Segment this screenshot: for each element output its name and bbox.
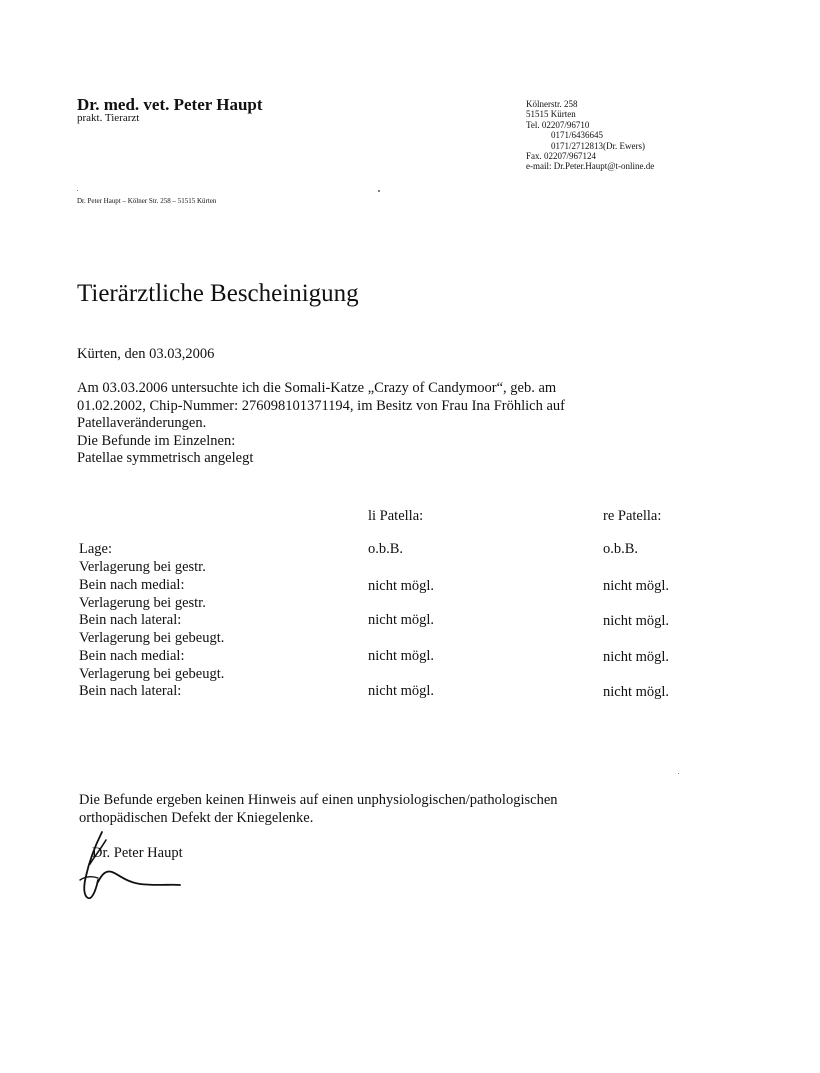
contact-mobile-1: 0171/6436645 bbox=[551, 130, 604, 141]
left-value: nicht mögl. bbox=[368, 578, 435, 594]
left-value: o.b.B. bbox=[368, 541, 404, 557]
contact-fax: Fax. 02207/967124 bbox=[526, 151, 597, 162]
header-right-patella: re Patella: bbox=[603, 508, 662, 524]
intro-line: Patellae symmetrisch angelegt bbox=[77, 450, 254, 466]
row-label: Bein nach lateral: bbox=[79, 683, 182, 699]
intro-line: Die Befunde im Einzelnen: bbox=[77, 432, 236, 449]
right-value: o.b.B. bbox=[603, 541, 639, 557]
left-value: nicht mögl. bbox=[368, 648, 435, 664]
signatory-name: Dr. Peter Haupt bbox=[92, 845, 183, 861]
vet-name: Dr. med. vet. Peter Haupt bbox=[77, 95, 263, 114]
conclusion-line: Die Befunde ergeben keinen Hinweis auf einen unphysiologischen/pathologischen bbox=[79, 792, 558, 808]
document-title: Tierärztliche Bescheinigung bbox=[77, 280, 359, 307]
row-label: Bein nach medial: bbox=[79, 577, 185, 593]
row-label: Verlagerung bei gebeugt. bbox=[79, 666, 225, 682]
intro-line: 01.02.2002, Chip-Nummer: 276098101371194, im Besitz von Frau Ina Fröhlich auf bbox=[77, 397, 565, 414]
scan-speck bbox=[378, 190, 380, 192]
right-value: nicht mögl. bbox=[603, 684, 670, 700]
row-label: Verlagerung bei gebeugt. bbox=[79, 630, 225, 646]
date-line: Kürten, den 03.03,2006 bbox=[77, 346, 215, 362]
scan-speck bbox=[678, 773, 679, 774]
left-value: nicht mögl. bbox=[368, 612, 435, 628]
contact-phone: Tel. 02207/96710 bbox=[526, 119, 590, 130]
contact-street: Kölnerstr. 258 bbox=[526, 99, 578, 109]
right-value: nicht mögl. bbox=[603, 613, 670, 629]
header-left-patella: li Patella: bbox=[368, 508, 424, 524]
contact-email: e-mail: Dr.Peter.Haupt@t-online.de bbox=[526, 161, 655, 172]
contact-block bbox=[526, 99, 654, 172]
row-label: Bein nach lateral: bbox=[79, 612, 182, 628]
conclusion-paragraph bbox=[79, 792, 558, 827]
sender-return-line: Dr. Peter Haupt – Kölner Str. 258 – 51515 Kürten bbox=[77, 197, 217, 205]
right-value: nicht mögl. bbox=[603, 578, 670, 594]
row-label: Verlagerung bei gestr. bbox=[79, 595, 206, 611]
scan-speck bbox=[77, 190, 78, 191]
row-label: Lage: bbox=[79, 541, 113, 557]
row-label: Bein nach medial: bbox=[79, 648, 185, 664]
intro-line: Am 03.03.2006 untersuchte ich die Somali-Katze „Crazy of Candymoor“, geb. am bbox=[77, 380, 557, 396]
right-value: nicht mögl. bbox=[603, 649, 670, 665]
intro-paragraph bbox=[77, 380, 565, 468]
left-value: nicht mögl. bbox=[368, 683, 435, 699]
contact-mobile-2: 0171/2712813(Dr. Ewers) bbox=[551, 140, 645, 151]
contact-city: 51515 Kürten bbox=[526, 109, 576, 120]
intro-line: Patellaveränderungen. bbox=[77, 415, 207, 431]
row-label: Verlagerung bei gestr. bbox=[79, 559, 206, 575]
conclusion-line: orthopädischen Defekt der Kniegelenke. bbox=[79, 809, 314, 826]
vet-profession: prakt. Tierarzt bbox=[77, 112, 140, 124]
handwritten-signature bbox=[68, 830, 198, 910]
